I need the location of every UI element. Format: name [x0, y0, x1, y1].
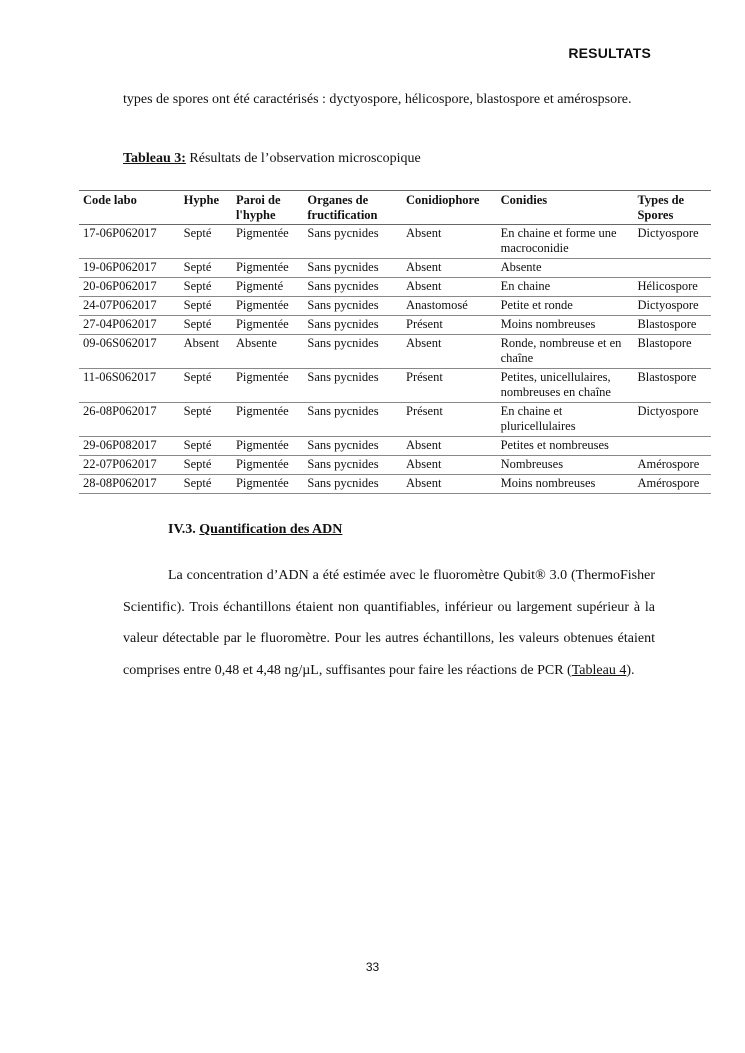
cell-organes: Sans pycnides [303, 225, 402, 259]
cell-hyphe: Septé [180, 297, 232, 316]
cell-conidies: Nombreuses [497, 456, 634, 475]
cell-hyphe: Septé [180, 456, 232, 475]
table-row [79, 369, 711, 403]
col-header-conidiophore: Conidiophore [402, 191, 497, 225]
col-header-conidies: Conidies [497, 191, 634, 225]
cell-code: 11-06S062017 [79, 369, 180, 403]
cell-paroi: Pigmentée [232, 456, 303, 475]
cell-conidiophore: Présent [402, 403, 497, 437]
cell-spores: Blastopore [633, 335, 711, 369]
cell-hyphe: Septé [180, 278, 232, 297]
cell-spores: Hélicospore [633, 278, 711, 297]
cell-organes: Sans pycnides [303, 403, 402, 437]
cell-organes: Sans pycnides [303, 437, 402, 456]
section-title: Quantification des ADN [199, 522, 343, 537]
cell-conidiophore: Présent [402, 369, 497, 403]
cell-paroi: Absente [232, 335, 303, 369]
section-heading [168, 522, 342, 538]
cell-organes: Sans pycnides [303, 456, 402, 475]
cell-conidiophore: Absent [402, 437, 497, 456]
cell-spores: Dictyospore [633, 403, 711, 437]
table-row [79, 475, 711, 494]
cell-spores: Dictyospore [633, 297, 711, 316]
cell-hyphe: Septé [180, 437, 232, 456]
col-header-spores: Types de Spores [633, 191, 711, 225]
table-row [79, 297, 711, 316]
col-header-paroi: Paroi de l'hyphe [232, 191, 303, 225]
cell-organes: Sans pycnides [303, 369, 402, 403]
cell-spores: Blastospore [633, 369, 711, 403]
cell-spores [633, 259, 711, 278]
cell-conidiophore: Absent [402, 335, 497, 369]
cell-code: 09-06S062017 [79, 335, 180, 369]
table-row [79, 278, 711, 297]
cell-organes: Sans pycnides [303, 297, 402, 316]
cell-conidiophore: Présent [402, 316, 497, 335]
cell-hyphe: Septé [180, 225, 232, 259]
cell-paroi: Pigmenté [232, 278, 303, 297]
cell-conidiophore: Anastomosé [402, 297, 497, 316]
cell-hyphe: Septé [180, 403, 232, 437]
cell-spores: Dictyospore [633, 225, 711, 259]
cell-code: 22-07P062017 [79, 456, 180, 475]
cell-conidiophore: Absent [402, 456, 497, 475]
table-caption [123, 151, 421, 167]
table-row [79, 437, 711, 456]
table-row [79, 225, 711, 259]
cell-hyphe: Septé [180, 259, 232, 278]
cell-organes: Sans pycnides [303, 259, 402, 278]
cell-paroi: Pigmentée [232, 369, 303, 403]
cell-hyphe: Septé [180, 316, 232, 335]
cell-spores [633, 437, 711, 456]
cell-code: 28-08P062017 [79, 475, 180, 494]
intro-paragraph: types de spores ont été caractérisés : dyctyospore, hélicospore, blastospore et amérospsore. [123, 92, 632, 107]
cell-paroi: Pigmentée [232, 297, 303, 316]
table-caption-text: Résultats de l’observation microscopique [185, 151, 421, 166]
running-header: RESULTATS [568, 45, 651, 61]
cell-conidies: Ronde, nombreuse et en chaîne [497, 335, 634, 369]
cell-code: 20-06P062017 [79, 278, 180, 297]
cell-hyphe: Septé [180, 369, 232, 403]
cell-conidies: Petites, unicellulaires, nombreuses en chaîne [497, 369, 634, 403]
cell-code: 29-06P082017 [79, 437, 180, 456]
cell-paroi: Pigmentée [232, 259, 303, 278]
cell-conidiophore: Absent [402, 278, 497, 297]
dna-paragraph [123, 560, 655, 686]
col-header-code: Code labo [79, 191, 180, 225]
cell-code: 17-06P062017 [79, 225, 180, 259]
microscopy-results-table [79, 190, 711, 494]
cell-conidiophore: Absent [402, 225, 497, 259]
cell-hyphe: Absent [180, 335, 232, 369]
dna-paragraph-end: ). [626, 662, 635, 678]
dna-paragraph-text: La concentration d’ADN a été estimée avec le fluoromètre Qubit® 3.0 (ThermoFisher Scientific). Trois échantillons étaient non quantifiables, inférieur ou largement supérieur à la valeur détectable par le fluoromètre. Pour les autres échantillons, les valeurs obtenues étaient comprises entre 0,48 et 4,48 ng/µL, suffisantes pour faire les réactions de PCR ( [123, 568, 655, 678]
table-row [79, 456, 711, 475]
cell-paroi: Pigmentée [232, 475, 303, 494]
cell-paroi: Pigmentée [232, 437, 303, 456]
col-header-organes: Organes de fructification [303, 191, 402, 225]
cell-conidies: Moins nombreuses [497, 316, 634, 335]
table-row [79, 403, 711, 437]
table-header-row [79, 191, 711, 225]
cell-paroi: Pigmentée [232, 403, 303, 437]
cell-conidiophore: Absent [402, 475, 497, 494]
cell-conidies: En chaine et pluricellulaires [497, 403, 634, 437]
cell-organes: Sans pycnides [303, 335, 402, 369]
table-row [79, 335, 711, 369]
cell-paroi: Pigmentée [232, 316, 303, 335]
page-number: 33 [365, 960, 380, 974]
cell-paroi: Pigmentée [232, 225, 303, 259]
cell-hyphe: Septé [180, 475, 232, 494]
cell-code: 24-07P062017 [79, 297, 180, 316]
cell-conidies: Moins nombreuses [497, 475, 634, 494]
cell-conidies: En chaine et forme une macroconidie [497, 225, 634, 259]
cell-conidies: Petites et nombreuses [497, 437, 634, 456]
cell-organes: Sans pycnides [303, 475, 402, 494]
cell-organes: Sans pycnides [303, 316, 402, 335]
table-4-reference-link[interactable]: Tableau 4 [571, 662, 627, 678]
cell-code: 19-06P062017 [79, 259, 180, 278]
table-row [79, 316, 711, 335]
cell-code: 26-08P062017 [79, 403, 180, 437]
cell-conidies: Petite et ronde [497, 297, 634, 316]
cell-conidies: En chaine [497, 278, 634, 297]
cell-spores: Blastospore [633, 316, 711, 335]
cell-code: 27-04P062017 [79, 316, 180, 335]
cell-spores: Amérospore [633, 475, 711, 494]
table-caption-label: Tableau 3: [123, 151, 186, 166]
section-number: IV.3. [168, 522, 200, 537]
table-row [79, 259, 711, 278]
cell-conidies: Absente [497, 259, 634, 278]
cell-conidiophore: Absent [402, 259, 497, 278]
cell-organes: Sans pycnides [303, 278, 402, 297]
col-header-hyphe: Hyphe [180, 191, 232, 225]
cell-spores: Amérospore [633, 456, 711, 475]
